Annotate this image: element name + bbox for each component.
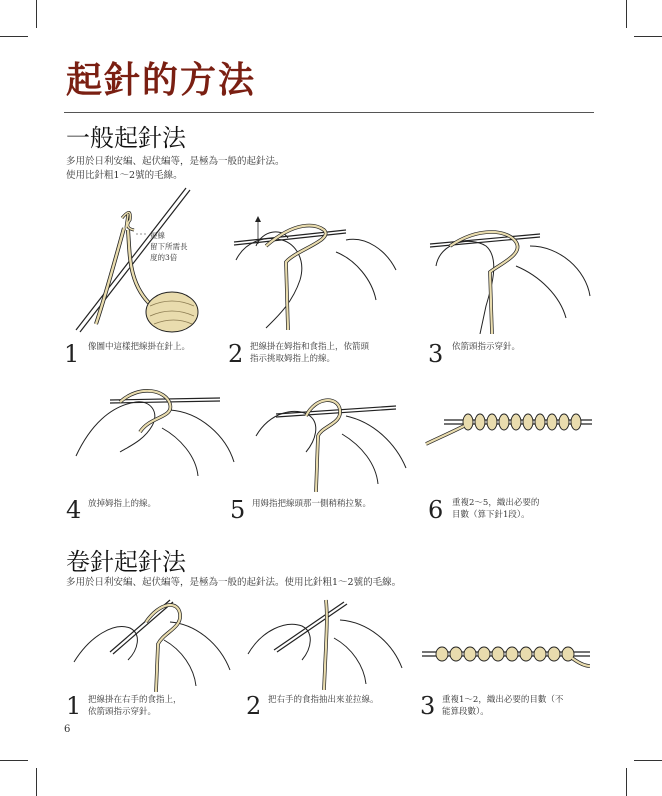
step-number: 6	[428, 496, 444, 524]
crop-mark	[634, 36, 662, 37]
section-intro-line: 使用比針粗1～2號的毛線。	[66, 170, 183, 181]
step-description: 把右手的食指抽出來並拉線。	[268, 695, 379, 705]
step-number: 3	[428, 340, 444, 368]
page-number: 6	[64, 724, 71, 735]
step-number: 3	[420, 692, 436, 720]
step-description: 依箭頭指示穿針。	[452, 342, 521, 352]
crop-mark	[36, 768, 37, 796]
step-description: 像圖中這樣把線掛在針上。	[88, 342, 191, 352]
step-illustration	[424, 400, 594, 450]
step-number: 2	[246, 692, 262, 720]
step-description: 能算段數）。	[442, 707, 489, 717]
section-intro-line: 多用於日利安編、起伏編等，是極為一般的起針法。使用比針粗1～2號的毛線。	[66, 577, 402, 588]
section-intro-line: 多用於日利安編、起伏編等，是極為一般的起針法。	[66, 156, 285, 167]
step-description: 依箭頭指示穿針。	[88, 707, 157, 717]
step-illustration	[246, 376, 416, 492]
step-illustration	[420, 206, 600, 334]
step-number: 1	[64, 340, 80, 368]
step-description: 指示挑取姆指上的線。	[250, 354, 336, 364]
step-description: 把線掛在右手的食指上，	[88, 695, 182, 705]
step-description: 放掉姆指上的線。	[88, 499, 157, 509]
step-illustration	[70, 592, 240, 692]
step-illustration	[66, 184, 226, 334]
annotation-label: 留下所需長	[150, 242, 188, 251]
crop-mark	[626, 768, 627, 796]
step-description: 重複2～5，織出必要的	[452, 498, 540, 508]
step-number: 1	[66, 692, 82, 720]
step-illustration	[70, 376, 240, 486]
step-number: 2	[228, 340, 244, 368]
step-number: 5	[230, 496, 246, 524]
step-description: 目數（算下針1段）。	[452, 510, 530, 520]
step-illustration	[226, 200, 406, 330]
step-description: 把線掛在姆指和食指上，依箭頭	[250, 342, 370, 352]
step-description: 重複1～2，織出必要的目數（不	[442, 695, 564, 705]
title-divider	[64, 112, 594, 113]
step-description: 用姆指把線頭那一側稍稍拉緊。	[252, 499, 372, 509]
step-number: 4	[66, 496, 82, 524]
section-title: 卷針起針法	[66, 548, 186, 576]
crop-mark	[0, 36, 28, 37]
annotation-label: 短線	[150, 231, 165, 240]
page-title: 起針的方法	[66, 59, 257, 101]
crop-mark	[0, 760, 28, 761]
crop-mark	[626, 0, 627, 28]
crop-mark	[634, 760, 662, 761]
crop-mark	[36, 0, 37, 28]
annotation-label: 度的3倍	[150, 253, 178, 262]
step-illustration	[412, 634, 592, 674]
section-title: 一般起針法	[66, 124, 186, 152]
step-illustration	[244, 590, 414, 690]
